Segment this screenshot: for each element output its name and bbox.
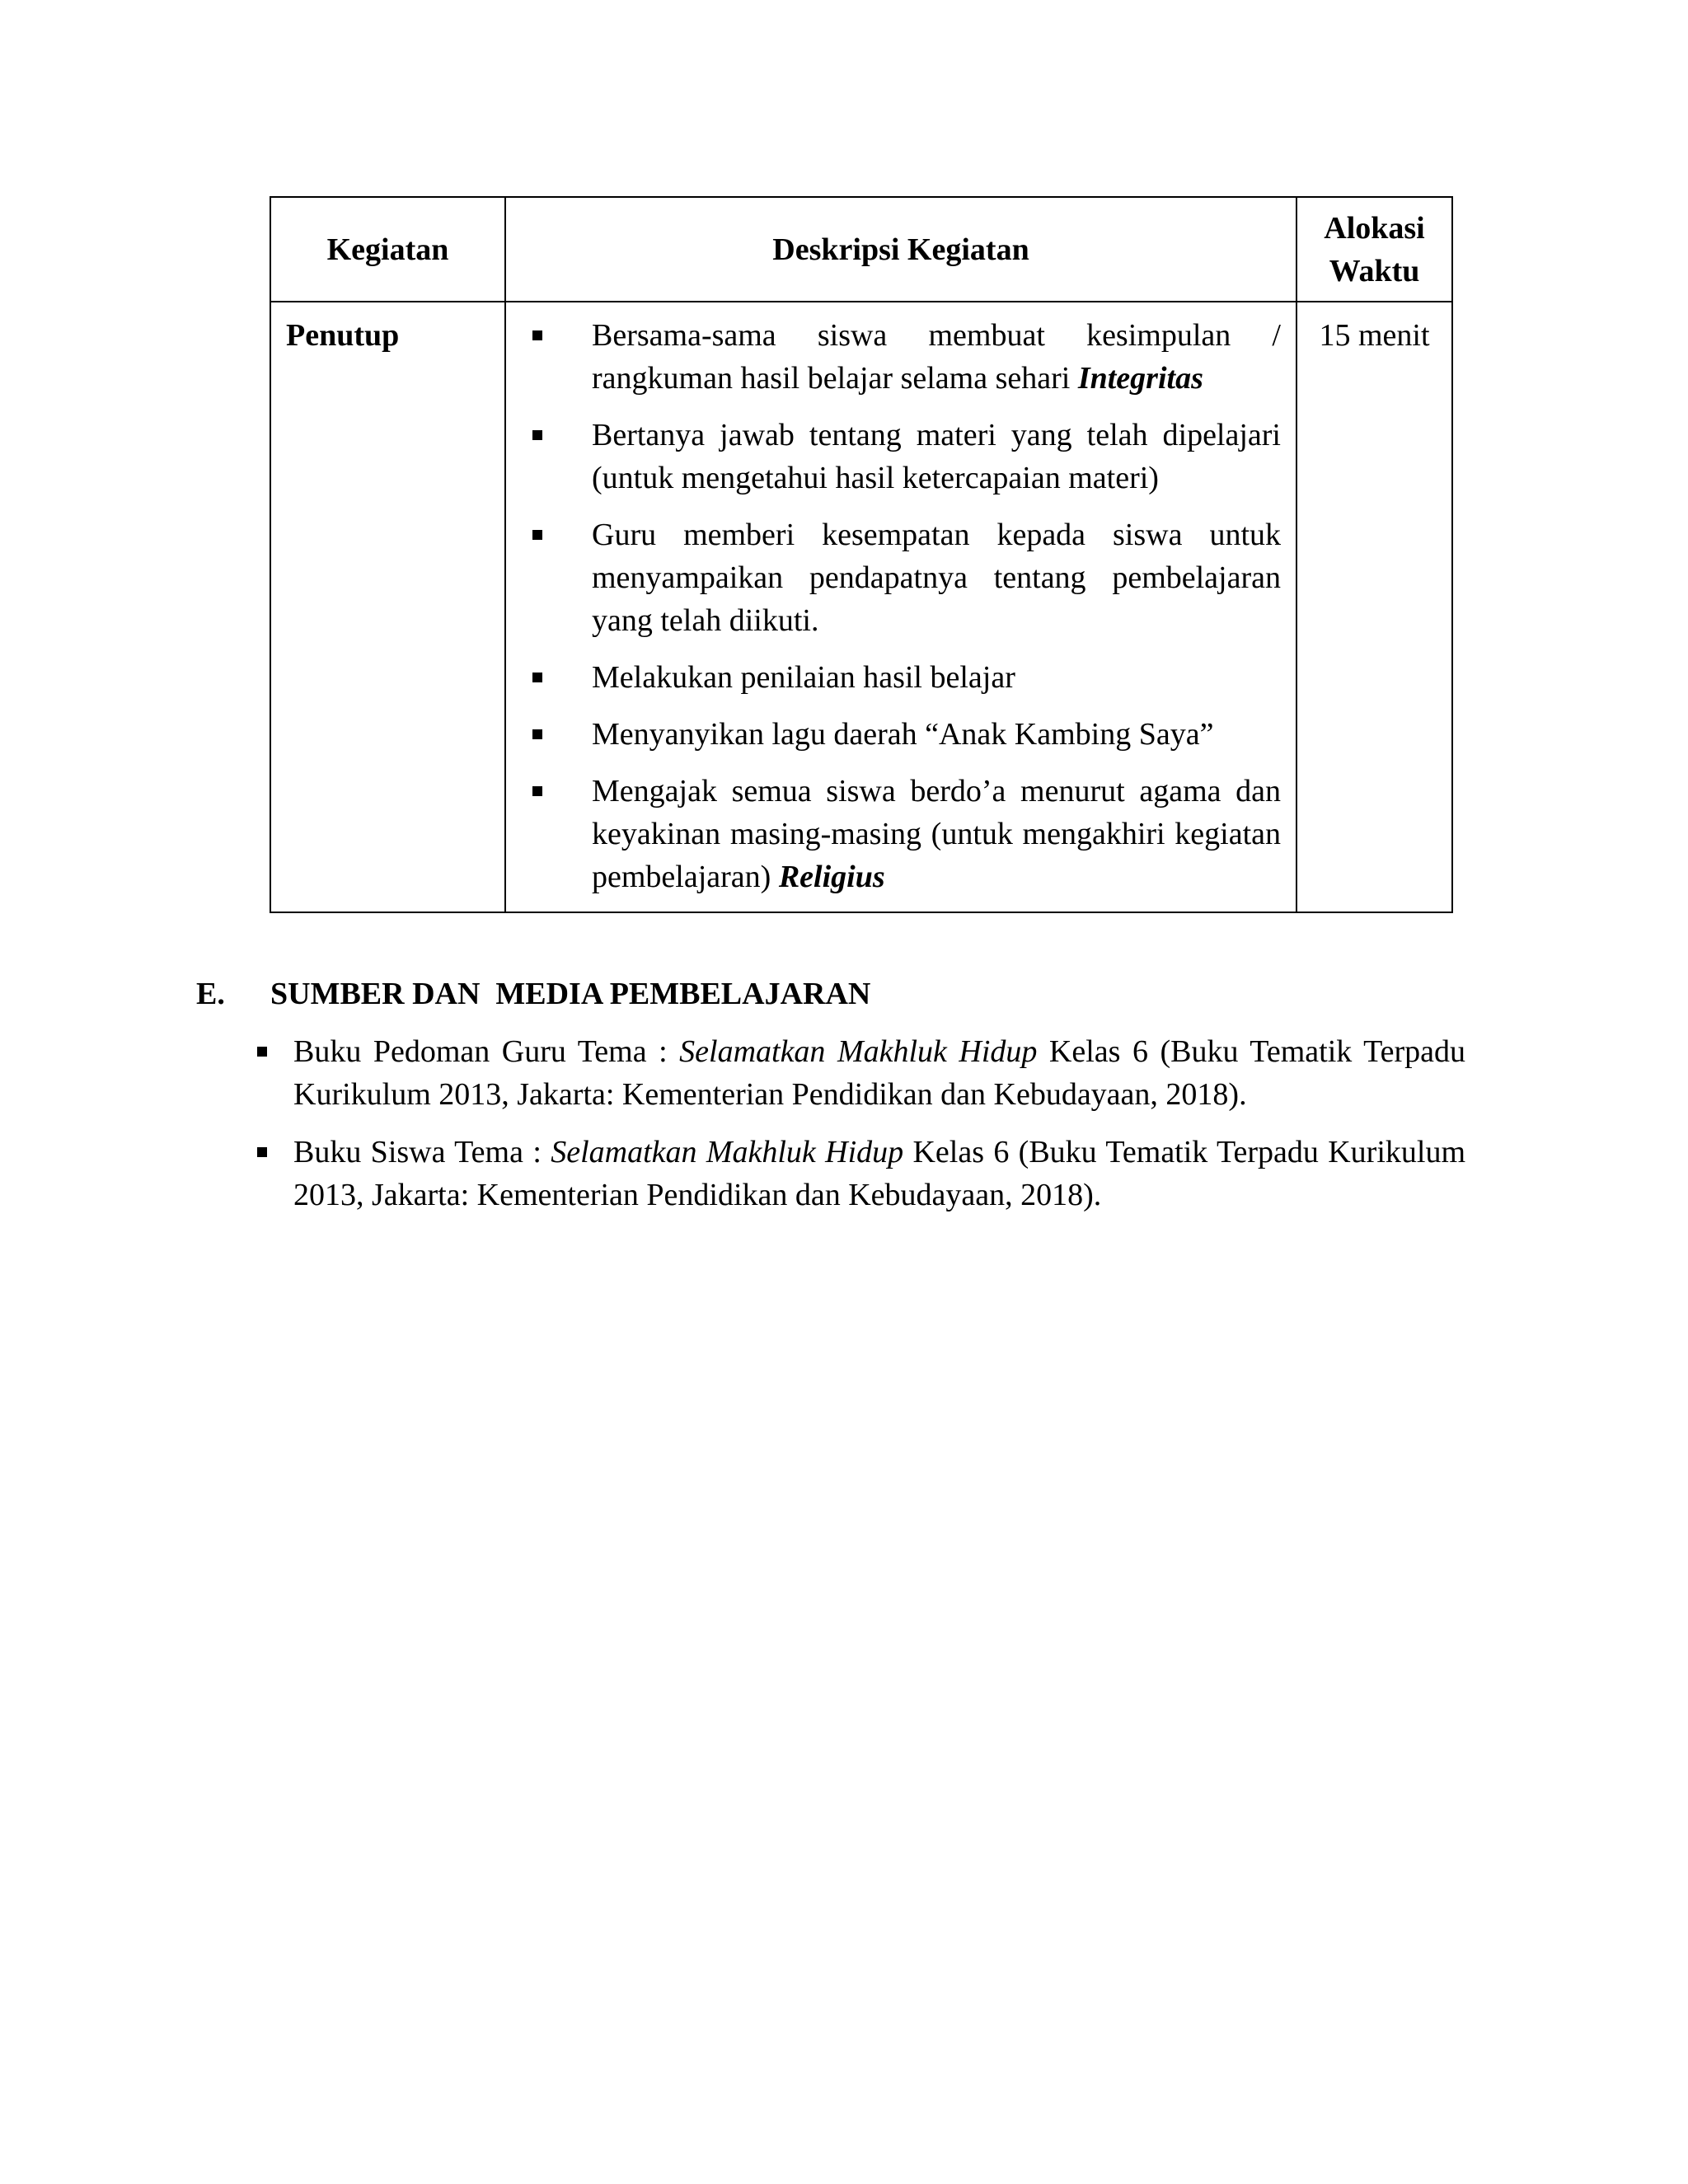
list-item xyxy=(254,1131,1465,1216)
activity-table xyxy=(270,196,1453,913)
square-bullet-icon xyxy=(532,330,542,340)
table-row xyxy=(270,302,1452,912)
character-value-label: Religius xyxy=(778,860,885,894)
square-bullet-icon xyxy=(257,1047,267,1057)
header-alokasi-line2: Waktu xyxy=(1329,253,1420,288)
source-suffix: Kelas 6 (Buku Tematik Terpadu Kurikulum 2013, Jakarta: Kementerian Pendidikan dan Kebudayaan, 2018). xyxy=(293,1034,1466,1112)
list-item-text: Menyanyikan lagu daerah “Anak Kambing Saya” xyxy=(592,717,1214,752)
square-bullet-icon xyxy=(532,673,542,682)
source-suffix: Kelas 6 (Buku Tematik Terpadu Kurikulum 2013, Jakarta: Kementerian Pendidikan dan Kebudayaan, 2018). xyxy=(293,1135,1466,1212)
square-bullet-icon xyxy=(532,530,542,540)
list-item-text: Mengajak semua siswa berdo’a menurut agama dan keyakinan masing-masing (untuk mengakhiri kegiatan pembelajaran) xyxy=(592,774,1281,894)
kegiatan-cell: Penutup xyxy=(270,302,505,912)
book-title: Selamatkan Makhluk Hidup xyxy=(551,1135,904,1169)
list-item-text: Bersama-sama siswa membuat kesimpulan / rangkuman hasil belajar selama sehari xyxy=(592,318,1281,396)
list-item-text: Melakukan penilaian hasil belajar xyxy=(592,660,1015,695)
list-item xyxy=(254,1030,1465,1116)
section-title: SUMBER DAN MEDIA PEMBELAJARAN xyxy=(270,977,871,1011)
table-header-row xyxy=(270,197,1452,302)
header-deskripsi: Deskripsi Kegiatan xyxy=(505,197,1296,302)
source-prefix: Buku Pedoman Guru Tema : xyxy=(293,1034,668,1069)
list-item xyxy=(521,656,1281,699)
activity-list xyxy=(521,314,1281,898)
character-value-label: Integritas xyxy=(1077,361,1203,396)
section-heading xyxy=(196,972,870,1015)
list-item xyxy=(521,314,1281,400)
source-list xyxy=(254,1030,1465,1231)
header-alokasi-waktu xyxy=(1296,197,1452,302)
source-prefix: Buku Siswa Tema : xyxy=(293,1135,542,1169)
list-item xyxy=(521,713,1281,756)
alokasi-waktu-cell: 15 menit xyxy=(1296,302,1452,912)
list-item xyxy=(521,513,1281,642)
deskripsi-cell xyxy=(505,302,1296,912)
header-kegiatan: Kegiatan xyxy=(270,197,505,302)
list-item-text: Bertanya jawab tentang materi yang telah dipelajari (untuk mengetahui hasil ketercapaian materi) xyxy=(592,418,1281,495)
square-bullet-icon xyxy=(532,729,542,739)
list-item xyxy=(521,414,1281,499)
square-bullet-icon xyxy=(532,786,542,796)
section-letter: E. xyxy=(196,977,225,1011)
list-item xyxy=(521,770,1281,898)
header-alokasi-line1: Alokasi xyxy=(1324,210,1425,246)
square-bullet-icon xyxy=(532,430,542,440)
list-item-text: Guru memberi kesempatan kepada siswa untuk menyampaikan pendapatnya tentang pembelajaran yang telah diikuti. xyxy=(592,518,1281,638)
book-title: Selamatkan Makhluk Hidup xyxy=(679,1034,1038,1069)
square-bullet-icon xyxy=(257,1147,267,1157)
